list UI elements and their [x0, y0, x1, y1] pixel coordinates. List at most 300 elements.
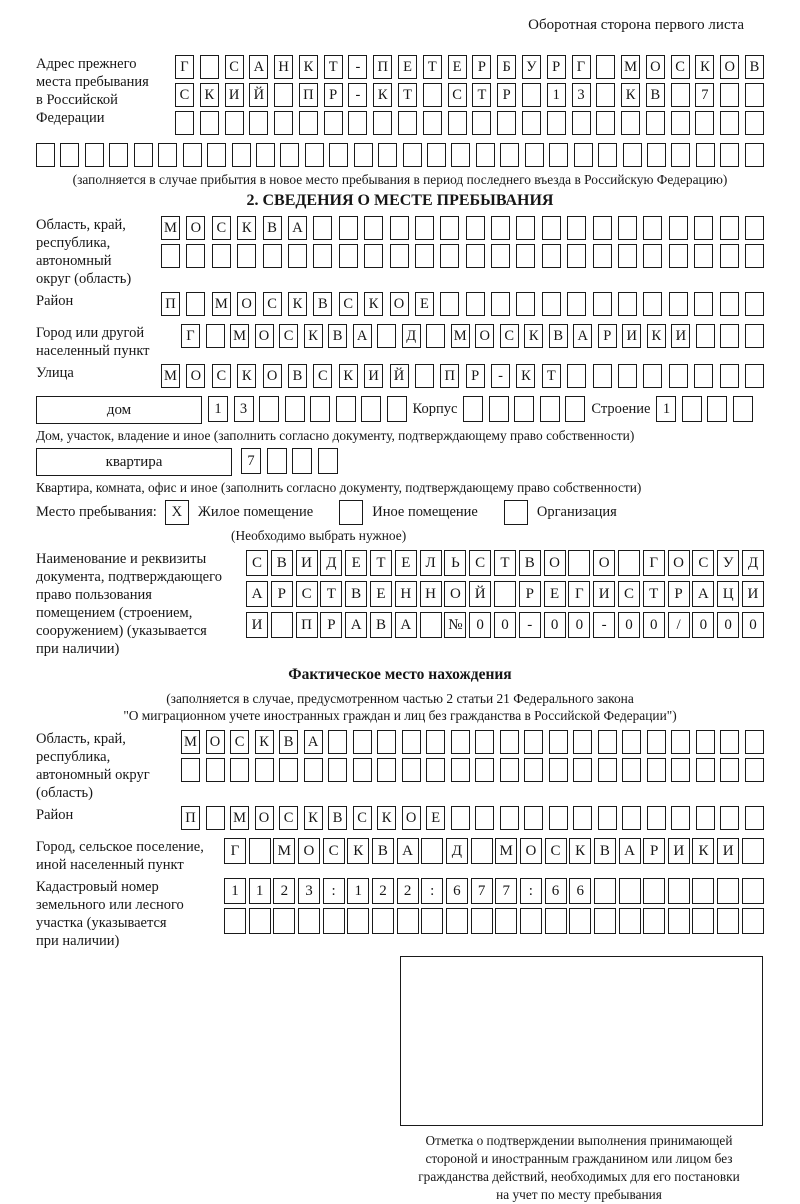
char-cell[interactable]: [500, 730, 519, 754]
char-cell[interactable]: 1: [249, 878, 271, 904]
char-cell[interactable]: [745, 324, 764, 348]
char-cell[interactable]: [304, 758, 323, 782]
char-cell[interactable]: [472, 111, 491, 135]
char-cell[interactable]: [491, 244, 510, 268]
char-cell[interactable]: Т: [472, 83, 491, 107]
char-cell[interactable]: С: [545, 838, 567, 864]
char-cell[interactable]: [567, 292, 586, 316]
char-cell[interactable]: А: [397, 838, 419, 864]
char-cell[interactable]: К: [237, 216, 256, 240]
char-cell[interactable]: Р: [598, 324, 617, 348]
char-cell[interactable]: [494, 581, 516, 607]
char-cell[interactable]: Д: [402, 324, 421, 348]
char-cell[interactable]: [525, 143, 544, 167]
char-cell[interactable]: Е: [345, 550, 367, 576]
char-cell[interactable]: [288, 244, 307, 268]
char-cell[interactable]: К: [347, 838, 369, 864]
char-cell[interactable]: [522, 83, 541, 107]
char-cell[interactable]: [671, 806, 690, 830]
char-cell[interactable]: [516, 292, 535, 316]
char-cell[interactable]: [263, 244, 282, 268]
char-cell[interactable]: [568, 550, 590, 576]
char-cell[interactable]: [594, 908, 616, 934]
char-cell[interactable]: [451, 758, 470, 782]
char-cell[interactable]: С: [692, 550, 714, 576]
char-cell[interactable]: [720, 364, 739, 388]
char-cell[interactable]: К: [569, 838, 591, 864]
char-cell[interactable]: [618, 550, 640, 576]
char-cell[interactable]: А: [353, 324, 372, 348]
char-cell[interactable]: 0: [717, 612, 739, 638]
char-cell[interactable]: [206, 806, 225, 830]
char-cell[interactable]: /: [668, 612, 690, 638]
checkbox-other-premises[interactable]: [339, 500, 363, 525]
char-cell[interactable]: [682, 396, 702, 422]
char-cell[interactable]: Т: [324, 55, 343, 79]
char-cell[interactable]: 7: [471, 878, 493, 904]
char-cell[interactable]: [692, 878, 714, 904]
char-cell[interactable]: А: [573, 324, 592, 348]
char-cell[interactable]: [524, 758, 543, 782]
char-cell[interactable]: С: [296, 581, 318, 607]
char-cell[interactable]: [647, 730, 666, 754]
char-cell[interactable]: [567, 216, 586, 240]
char-cell[interactable]: [466, 244, 485, 268]
char-cell[interactable]: [451, 806, 470, 830]
char-cell[interactable]: С: [212, 216, 231, 240]
char-cell[interactable]: [647, 143, 666, 167]
char-cell[interactable]: [328, 730, 347, 754]
char-cell[interactable]: [328, 758, 347, 782]
char-cell[interactable]: 1: [656, 396, 676, 422]
char-cell[interactable]: [549, 730, 568, 754]
char-cell[interactable]: И: [296, 550, 318, 576]
char-cell[interactable]: [397, 908, 419, 934]
char-cell[interactable]: [669, 244, 688, 268]
char-cell[interactable]: П: [440, 364, 459, 388]
korpus-cells[interactable]: [463, 396, 585, 422]
char-cell[interactable]: С: [323, 838, 345, 864]
char-cell[interactable]: [717, 908, 739, 934]
cadastre-row1-cells[interactable]: [224, 878, 764, 904]
char-cell[interactable]: [475, 730, 494, 754]
char-cell[interactable]: [60, 143, 79, 167]
char-cell[interactable]: [622, 806, 641, 830]
char-cell[interactable]: О: [593, 550, 615, 576]
char-cell[interactable]: О: [390, 292, 409, 316]
char-cell[interactable]: [745, 758, 764, 782]
char-cell[interactable]: [598, 806, 617, 830]
char-cell[interactable]: [647, 806, 666, 830]
char-cell[interactable]: И: [717, 838, 739, 864]
char-cell[interactable]: [717, 878, 739, 904]
char-cell[interactable]: [451, 730, 470, 754]
char-cell[interactable]: [618, 364, 637, 388]
char-cell[interactable]: [207, 143, 226, 167]
char-cell[interactable]: [421, 838, 443, 864]
char-cell[interactable]: [353, 730, 372, 754]
char-cell[interactable]: Р: [643, 838, 665, 864]
char-cell[interactable]: [720, 244, 739, 268]
char-cell[interactable]: [387, 396, 407, 422]
char-cell[interactable]: [694, 292, 713, 316]
char-cell[interactable]: С: [279, 806, 298, 830]
char-cell[interactable]: [230, 758, 249, 782]
char-cell[interactable]: С: [263, 292, 282, 316]
char-cell[interactable]: В: [372, 838, 394, 864]
char-cell[interactable]: Ц: [717, 581, 739, 607]
char-cell[interactable]: В: [288, 364, 307, 388]
char-cell[interactable]: [232, 143, 251, 167]
char-cell[interactable]: -: [348, 83, 367, 107]
char-cell[interactable]: [299, 111, 318, 135]
char-cell[interactable]: И: [225, 83, 244, 107]
char-cell[interactable]: К: [304, 806, 323, 830]
char-cell[interactable]: [353, 758, 372, 782]
char-cell[interactable]: Д: [446, 838, 468, 864]
char-cell[interactable]: Р: [497, 83, 516, 107]
char-cell[interactable]: [471, 908, 493, 934]
char-cell[interactable]: Т: [643, 581, 665, 607]
char-cell[interactable]: [720, 758, 739, 782]
char-cell[interactable]: [249, 838, 271, 864]
char-cell[interactable]: М: [451, 324, 470, 348]
char-cell[interactable]: Й: [249, 83, 268, 107]
checkbox-organization[interactable]: [504, 500, 528, 525]
char-cell[interactable]: [520, 908, 542, 934]
char-cell[interactable]: Р: [547, 55, 566, 79]
char-cell[interactable]: [623, 143, 642, 167]
stroenie-cells[interactable]: [656, 396, 753, 422]
document-row2-cells[interactable]: [246, 581, 764, 607]
char-cell[interactable]: [598, 730, 617, 754]
char-cell[interactable]: [516, 216, 535, 240]
char-cell[interactable]: А: [692, 581, 714, 607]
char-cell[interactable]: [643, 878, 665, 904]
char-cell[interactable]: [415, 244, 434, 268]
char-cell[interactable]: О: [206, 730, 225, 754]
char-cell[interactable]: [390, 244, 409, 268]
apartment-cells[interactable]: [241, 448, 338, 474]
char-cell[interactable]: [720, 216, 739, 240]
char-cell[interactable]: С: [246, 550, 268, 576]
char-cell[interactable]: [643, 364, 662, 388]
char-cell[interactable]: Е: [426, 806, 445, 830]
char-cell[interactable]: [280, 143, 299, 167]
char-cell[interactable]: [593, 364, 612, 388]
char-cell[interactable]: 0: [742, 612, 764, 638]
char-cell[interactable]: В: [345, 581, 367, 607]
char-cell[interactable]: [669, 364, 688, 388]
char-cell[interactable]: Р: [668, 581, 690, 607]
char-cell[interactable]: 3: [298, 878, 320, 904]
char-cell[interactable]: [305, 143, 324, 167]
char-cell[interactable]: [547, 111, 566, 135]
char-cell[interactable]: О: [520, 838, 542, 864]
char-cell[interactable]: Т: [398, 83, 417, 107]
char-cell[interactable]: [524, 730, 543, 754]
char-cell[interactable]: 0: [643, 612, 665, 638]
char-cell[interactable]: К: [288, 292, 307, 316]
char-cell[interactable]: [158, 143, 177, 167]
char-cell[interactable]: Е: [448, 55, 467, 79]
char-cell[interactable]: [567, 244, 586, 268]
char-cell[interactable]: С: [313, 364, 332, 388]
char-cell[interactable]: Ь: [444, 550, 466, 576]
char-cell[interactable]: [619, 908, 641, 934]
char-cell[interactable]: [696, 143, 715, 167]
char-cell[interactable]: [671, 758, 690, 782]
char-cell[interactable]: 7: [241, 448, 261, 474]
char-cell[interactable]: [398, 111, 417, 135]
char-cell[interactable]: Г: [568, 581, 590, 607]
cadastre-row2-cells[interactable]: [224, 908, 764, 934]
char-cell[interactable]: 7: [695, 83, 714, 107]
char-cell[interactable]: [742, 838, 764, 864]
char-cell[interactable]: 1: [224, 878, 246, 904]
char-cell[interactable]: С: [469, 550, 491, 576]
char-cell[interactable]: Т: [423, 55, 442, 79]
char-cell[interactable]: В: [646, 83, 665, 107]
char-cell[interactable]: [377, 758, 396, 782]
char-cell[interactable]: [745, 806, 764, 830]
char-cell[interactable]: [745, 244, 764, 268]
actual-city-cells[interactable]: [224, 838, 764, 864]
char-cell[interactable]: [692, 908, 714, 934]
char-cell[interactable]: [415, 216, 434, 240]
char-cell[interactable]: М: [495, 838, 517, 864]
char-cell[interactable]: [364, 216, 383, 240]
char-cell[interactable]: М: [621, 55, 640, 79]
char-cell[interactable]: П: [373, 55, 392, 79]
char-cell[interactable]: Е: [398, 55, 417, 79]
char-cell[interactable]: [695, 111, 714, 135]
char-cell[interactable]: Г: [181, 324, 200, 348]
char-cell[interactable]: О: [263, 364, 282, 388]
char-cell[interactable]: [745, 143, 764, 167]
char-cell[interactable]: :: [323, 878, 345, 904]
char-cell[interactable]: [313, 244, 332, 268]
char-cell[interactable]: И: [593, 581, 615, 607]
char-cell[interactable]: И: [364, 364, 383, 388]
char-cell[interactable]: 0: [568, 612, 590, 638]
char-cell[interactable]: [361, 396, 381, 422]
char-cell[interactable]: [524, 806, 543, 830]
char-cell[interactable]: [720, 806, 739, 830]
char-cell[interactable]: Н: [274, 55, 293, 79]
char-cell[interactable]: -: [519, 612, 541, 638]
char-cell[interactable]: К: [237, 364, 256, 388]
char-cell[interactable]: [259, 396, 279, 422]
char-cell[interactable]: [668, 878, 690, 904]
char-cell[interactable]: [372, 908, 394, 934]
house-cells[interactable]: [208, 396, 407, 422]
char-cell[interactable]: [313, 216, 332, 240]
char-cell[interactable]: [475, 806, 494, 830]
char-cell[interactable]: :: [520, 878, 542, 904]
char-cell[interactable]: К: [377, 806, 396, 830]
char-cell[interactable]: В: [328, 806, 347, 830]
char-cell[interactable]: [440, 244, 459, 268]
char-cell[interactable]: [491, 292, 510, 316]
char-cell[interactable]: [336, 396, 356, 422]
char-cell[interactable]: [310, 396, 330, 422]
char-cell[interactable]: О: [186, 216, 205, 240]
region-row2-cells[interactable]: [161, 244, 764, 268]
char-cell[interactable]: [489, 396, 509, 422]
char-cell[interactable]: И: [742, 581, 764, 607]
char-cell[interactable]: [696, 324, 715, 348]
char-cell[interactable]: Т: [494, 550, 516, 576]
char-cell[interactable]: А: [249, 55, 268, 79]
char-cell[interactable]: А: [246, 581, 268, 607]
char-cell[interactable]: Й: [469, 581, 491, 607]
char-cell[interactable]: 7: [495, 878, 517, 904]
char-cell[interactable]: [594, 878, 616, 904]
char-cell[interactable]: О: [720, 55, 739, 79]
char-cell[interactable]: [618, 244, 637, 268]
char-cell[interactable]: [339, 244, 358, 268]
char-cell[interactable]: 1: [347, 878, 369, 904]
char-cell[interactable]: К: [692, 838, 714, 864]
char-cell[interactable]: [549, 806, 568, 830]
char-cell[interactable]: Л: [420, 550, 442, 576]
char-cell[interactable]: В: [313, 292, 332, 316]
char-cell[interactable]: О: [444, 581, 466, 607]
char-cell[interactable]: [476, 143, 495, 167]
char-cell[interactable]: У: [522, 55, 541, 79]
char-cell[interactable]: Т: [320, 581, 342, 607]
char-cell[interactable]: [598, 758, 617, 782]
char-cell[interactable]: [720, 143, 739, 167]
char-cell[interactable]: 6: [569, 878, 591, 904]
char-cell[interactable]: В: [594, 838, 616, 864]
char-cell[interactable]: [720, 292, 739, 316]
char-cell[interactable]: П: [181, 806, 200, 830]
char-cell[interactable]: [646, 111, 665, 135]
char-cell[interactable]: [671, 730, 690, 754]
char-cell[interactable]: [298, 908, 320, 934]
char-cell[interactable]: П: [299, 83, 318, 107]
char-cell[interactable]: О: [255, 806, 274, 830]
char-cell[interactable]: С: [225, 55, 244, 79]
char-cell[interactable]: [573, 730, 592, 754]
char-cell[interactable]: [423, 111, 442, 135]
char-cell[interactable]: [669, 292, 688, 316]
char-cell[interactable]: С: [618, 581, 640, 607]
char-cell[interactable]: Н: [395, 581, 417, 607]
char-cell[interactable]: [573, 758, 592, 782]
char-cell[interactable]: [593, 244, 612, 268]
char-cell[interactable]: [593, 216, 612, 240]
char-cell[interactable]: [421, 908, 443, 934]
char-cell[interactable]: [471, 838, 493, 864]
char-cell[interactable]: [643, 216, 662, 240]
char-cell[interactable]: [707, 396, 727, 422]
char-cell[interactable]: №: [444, 612, 466, 638]
char-cell[interactable]: Г: [175, 55, 194, 79]
char-cell[interactable]: О: [402, 806, 421, 830]
char-cell[interactable]: [426, 324, 445, 348]
char-cell[interactable]: И: [246, 612, 268, 638]
char-cell[interactable]: [440, 216, 459, 240]
actual-region-row1-cells[interactable]: [181, 730, 764, 754]
char-cell[interactable]: [495, 908, 517, 934]
char-cell[interactable]: В: [263, 216, 282, 240]
char-cell[interactable]: [500, 143, 519, 167]
prev-address-row4-cells[interactable]: [36, 143, 764, 167]
char-cell[interactable]: [420, 612, 442, 638]
char-cell[interactable]: С: [500, 324, 519, 348]
char-cell[interactable]: [668, 908, 690, 934]
char-cell[interactable]: [720, 111, 739, 135]
char-cell[interactable]: К: [364, 292, 383, 316]
char-cell[interactable]: [593, 292, 612, 316]
char-cell[interactable]: [596, 83, 615, 107]
char-cell[interactable]: [273, 908, 295, 934]
char-cell[interactable]: [572, 111, 591, 135]
char-cell[interactable]: [622, 730, 641, 754]
char-cell[interactable]: Г: [643, 550, 665, 576]
char-cell[interactable]: [696, 758, 715, 782]
char-cell[interactable]: К: [200, 83, 219, 107]
char-cell[interactable]: [402, 730, 421, 754]
char-cell[interactable]: [540, 396, 560, 422]
char-cell[interactable]: С: [279, 324, 298, 348]
char-cell[interactable]: [565, 396, 585, 422]
char-cell[interactable]: -: [593, 612, 615, 638]
char-cell[interactable]: [514, 396, 534, 422]
char-cell[interactable]: [742, 908, 764, 934]
region-row1-cells[interactable]: [161, 216, 764, 240]
char-cell[interactable]: Т: [370, 550, 392, 576]
char-cell[interactable]: [618, 292, 637, 316]
char-cell[interactable]: [364, 244, 383, 268]
char-cell[interactable]: М: [161, 364, 180, 388]
char-cell[interactable]: [186, 292, 205, 316]
char-cell[interactable]: П: [161, 292, 180, 316]
char-cell[interactable]: М: [230, 324, 249, 348]
char-cell[interactable]: [720, 324, 739, 348]
char-cell[interactable]: [181, 758, 200, 782]
char-cell[interactable]: [574, 143, 593, 167]
char-cell[interactable]: [745, 111, 764, 135]
char-cell[interactable]: 0: [618, 612, 640, 638]
char-cell[interactable]: [567, 364, 586, 388]
char-cell[interactable]: [200, 111, 219, 135]
char-cell[interactable]: К: [255, 730, 274, 754]
char-cell[interactable]: [596, 111, 615, 135]
char-cell[interactable]: [206, 324, 225, 348]
char-cell[interactable]: Й: [390, 364, 409, 388]
char-cell[interactable]: [377, 324, 396, 348]
char-cell[interactable]: [348, 111, 367, 135]
char-cell[interactable]: М: [273, 838, 295, 864]
char-cell[interactable]: [621, 111, 640, 135]
char-cell[interactable]: 1: [547, 83, 566, 107]
char-cell[interactable]: А: [619, 838, 641, 864]
char-cell[interactable]: Д: [742, 550, 764, 576]
char-cell[interactable]: О: [237, 292, 256, 316]
char-cell[interactable]: [542, 216, 561, 240]
char-cell[interactable]: В: [271, 550, 293, 576]
char-cell[interactable]: Б: [497, 55, 516, 79]
document-row3-cells[interactable]: [246, 612, 764, 638]
char-cell[interactable]: [500, 758, 519, 782]
char-cell[interactable]: [569, 908, 591, 934]
char-cell[interactable]: Д: [320, 550, 342, 576]
char-cell[interactable]: Е: [415, 292, 434, 316]
